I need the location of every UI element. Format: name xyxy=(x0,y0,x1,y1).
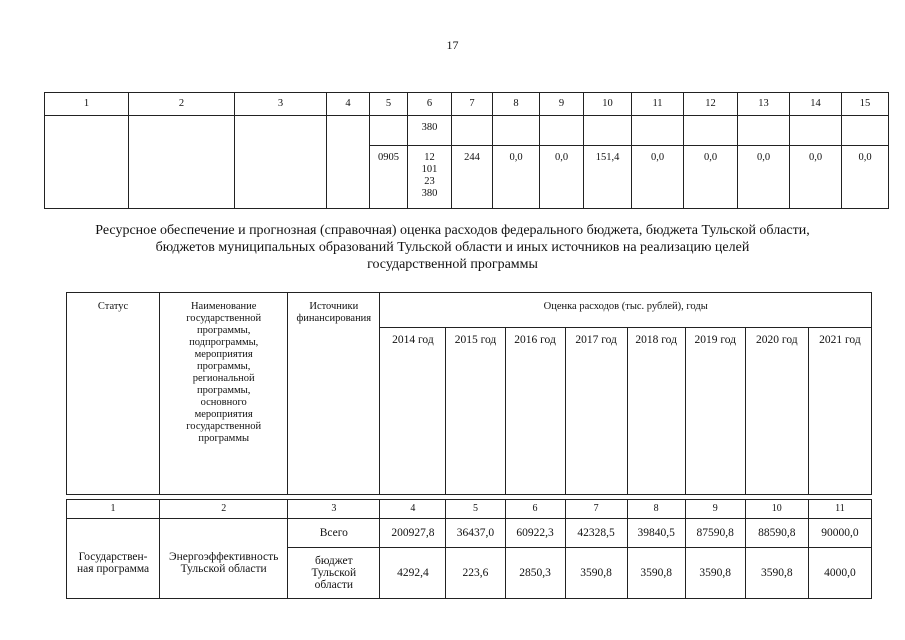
col-number: 3 xyxy=(235,93,327,116)
value-cell: 88590,8 xyxy=(745,519,808,548)
col-number: 14 xyxy=(790,93,842,116)
value-cell: 200927,8 xyxy=(380,519,446,548)
value-cell: 4292,4 xyxy=(380,548,446,599)
col-number: 9 xyxy=(685,500,745,519)
col-number: 5 xyxy=(446,500,505,519)
col-number: 6 xyxy=(505,500,565,519)
table-row xyxy=(45,116,889,146)
table-cell: 0,0 xyxy=(842,146,889,209)
header-year: 2020 год xyxy=(745,328,808,495)
value-cell: 223,6 xyxy=(446,548,505,599)
header-year: 2014 год xyxy=(380,328,446,495)
continuation-table xyxy=(44,92,889,209)
section-heading: Ресурсное обеспечение и прогнозная (справочная) оценка расходов федерального бюджета, бюджета Тульской области, бюджетов муниципальных образований Тульской области и иных источников на реализацию целей государственной программы xyxy=(95,223,810,272)
col-number: 2 xyxy=(129,93,235,116)
page-number: 17 xyxy=(446,38,459,52)
header-year: 2018 год xyxy=(627,328,685,495)
col-number: 7 xyxy=(565,500,627,519)
resource-table xyxy=(66,292,872,599)
value-cell: 42328,5 xyxy=(565,519,627,548)
value-cell: 39840,5 xyxy=(627,519,685,548)
source-cell: бюджет Тульской области xyxy=(288,548,380,599)
header-sources: Источники финансирования xyxy=(288,293,380,495)
source-cell: Всего xyxy=(288,519,380,548)
col-number: 8 xyxy=(493,93,540,116)
col-number: 7 xyxy=(452,93,493,116)
table-cell: 0905 xyxy=(370,146,408,209)
col-number: 8 xyxy=(627,500,685,519)
program-name-cell: Энергоэффективность Тульской области xyxy=(160,519,288,599)
value-cell: 4000,0 xyxy=(808,548,871,599)
col-number: 2 xyxy=(160,500,288,519)
col-number: 11 xyxy=(808,500,871,519)
header-status: Статус xyxy=(67,293,160,495)
value-cell: 36437,0 xyxy=(446,519,505,548)
value-cell: 90000,0 xyxy=(808,519,871,548)
col-number: 12 xyxy=(684,93,738,116)
header-year: 2019 год xyxy=(685,328,745,495)
status-cell: Государствен- ная программа xyxy=(67,519,160,599)
table-cell: 0,0 xyxy=(632,146,684,209)
value-cell: 60922,3 xyxy=(505,519,565,548)
col-number: 15 xyxy=(842,93,889,116)
col-number: 5 xyxy=(370,93,408,116)
table-cell: 151,4 xyxy=(584,146,632,209)
table-row xyxy=(67,519,872,548)
col-number: 6 xyxy=(408,93,452,116)
header-name: Наименование государственной программы, подпрограммы, мероприятия программы, региональной программы, основного мероприятия государственной программы xyxy=(160,293,288,495)
value-cell: 87590,8 xyxy=(685,519,745,548)
table-cell: 244 xyxy=(452,146,493,209)
col-number: 4 xyxy=(380,500,446,519)
table-cell: 0,0 xyxy=(540,146,584,209)
col-number: 1 xyxy=(67,500,160,519)
value-cell: 3590,8 xyxy=(745,548,808,599)
table-cell: 0,0 xyxy=(493,146,540,209)
header-year: 2017 год xyxy=(565,328,627,495)
value-cell: 3590,8 xyxy=(685,548,745,599)
col-number: 3 xyxy=(288,500,380,519)
column-numbering-row xyxy=(67,500,872,519)
col-number: 10 xyxy=(584,93,632,116)
col-number: 10 xyxy=(745,500,808,519)
header-year: 2015 год xyxy=(446,328,505,495)
header-estimate: Оценка расходов (тыс. рублей), годы xyxy=(380,293,872,328)
value-cell: 3590,8 xyxy=(565,548,627,599)
table-cell: 0,0 xyxy=(738,146,790,209)
col-number: 1 xyxy=(45,93,129,116)
col-number: 13 xyxy=(738,93,790,116)
header-year: 2016 год xyxy=(505,328,565,495)
table-cell: 380 xyxy=(408,116,452,146)
table-cell: 0,0 xyxy=(684,146,738,209)
header-year: 2021 год xyxy=(808,328,871,495)
col-number: 11 xyxy=(632,93,684,116)
value-cell: 2850,3 xyxy=(505,548,565,599)
table-cell: 0,0 xyxy=(790,146,842,209)
table-header-row xyxy=(45,93,889,116)
table-cell: 12 101 23 380 xyxy=(408,146,452,209)
value-cell: 3590,8 xyxy=(627,548,685,599)
col-number: 9 xyxy=(540,93,584,116)
col-number: 4 xyxy=(327,93,370,116)
table-header-row xyxy=(67,293,872,328)
